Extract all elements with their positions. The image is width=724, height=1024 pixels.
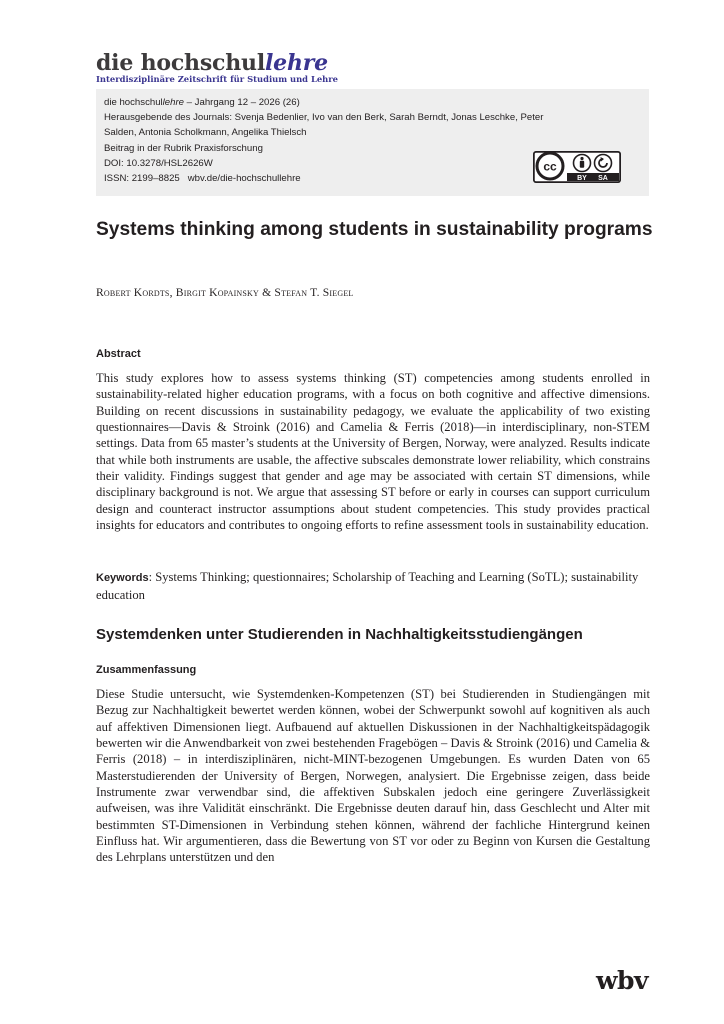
issue-line: [104, 95, 544, 110]
journal-logo-name-accent: lehre: [265, 50, 328, 76]
zusammenfassung-heading: Zusammenfassung: [96, 664, 197, 676]
sa-share-icon: [595, 155, 612, 172]
abstract-text: This study explores how to assess systems thinking (ST) competencies among students enrolled in sustainability-related higher education programs, with a focus on both cognitive and affective dimensions. Building on recent discussions in sustainability pedagogy, we evaluate the applicability of two existing questionnaires—Davis & Stroink (2016) and Camelia & Ferris (2018)—in interdisciplinary, non-STEM settings. Data from 65 master’s students at the University of Bergen, Norway, were analyzed. Results indicate that while both instruments are usable, the affective subscales demonstrate lower reliability, which constrains their validity. Findings suggest that gender and age may be associated with certain ST dimensions, while disciplinary background is not. We argue that assessing ST before or early in courses can support curriculum design and counteract instructor assumptions about student competencies. This study provides practical insights for educators and contributes to ongoing efforts to refine assessment tools in sustainability education.: [96, 371, 650, 533]
issue-journal-accent: lehre: [162, 97, 185, 108]
journal-logo: [96, 50, 416, 84]
issue-journal-prefix: die hochschul: [104, 97, 163, 108]
keywords-label: Keywords: [96, 572, 149, 584]
meta-lines: [104, 95, 544, 186]
license-sa-label: SA: [598, 175, 608, 182]
zusammenfassung-text: Diese Studie untersucht, wie Systemdenken-Kompetenzen (ST) bei Studierenden in Studiengängen mit Bezug zur Nachhaltigkeit bewertet werden können, wobei der Schwerpunkt sowohl auf kognitiven als auch auf affektiven Dimensionen liegt. Aufbauend auf aktuellen Diskussionen in der Nachhaltigkeitspädagogik bewerten wir die Anwendbarkeit von zwei bestehenden Fragebögen – Davis & Stroink (2016) und Camelia & Ferris (2018) – in interdisziplinären, nicht-MINT-bezogenen Umgebungen. Es wurden Daten von 65 Masterstudierenden der University of Bergen, Norwegen, analysiert. Die Ergebnisse zeigen, dass beide Instrumente zwar verwendbar sind, die affektiven Subskalen jedoch eine geringere Zuverlässigkeit aufweisen, was ihre Validität einschränkt. Die Ergebnisse deuten darauf hin, dass Geschlecht und Alter mit bestimmten ST-Dimensionen in Verbindung stehen können, während der fachliche Hintergrund keinen Einfluss hat. Wir argumentieren, dass die Bewertung von ST vor oder zu Beginn von Kursen die Gestaltung des Lehrplans unterstützen und den: [96, 687, 650, 865]
issn-line[interactable]: ISSN: 2199–8825 wbv.de/die-hochschullehre: [104, 173, 301, 185]
publisher-logo: wbv: [596, 966, 649, 995]
cc-text: cc: [543, 159, 557, 174]
cc-by-sa-icon[interactable]: [533, 151, 621, 183]
journal-logo-name-plain: die hochschul: [96, 50, 265, 76]
license-by-label: BY: [577, 175, 587, 182]
keywords: [96, 569, 650, 603]
article-authors: Robert Kordts, Birgit Kopainsky & Stefan T. Siegel: [96, 286, 354, 299]
abstract-heading: Abstract: [96, 348, 141, 360]
journal-logo-subtitle: Interdisziplinäre Zeitschrift für Studium und Lehre: [96, 74, 338, 84]
german-title: Systemdenken unter Studierenden in Nachhaltigkeitsstudiengängen: [96, 626, 583, 643]
journal-logo-name: [96, 50, 416, 76]
section-line: Beitrag in der Rubrik Praxisforschung: [104, 142, 263, 154]
by-person-icon: [574, 155, 591, 172]
issue-volume: – Jahrgang 12 – 2026 (26): [184, 97, 300, 108]
editors-line: Herausgebende des Journals: Svenja Bedenlier, Ivo van den Berk, Sarah Berndt, Jonas Leschke, Peter Salden, Antonia Scholkmann, Angelika Thielsch: [104, 112, 544, 139]
article-meta-box: [96, 89, 649, 196]
keywords-text: : Systems Thinking; questionnaires; Scholarship of Teaching and Learning (SoTL); sustainability education: [96, 570, 639, 602]
doi-line[interactable]: DOI: 10.3278/HSL2626W: [104, 157, 213, 169]
article-title: Systems thinking among students in sustainability programs: [96, 219, 653, 240]
